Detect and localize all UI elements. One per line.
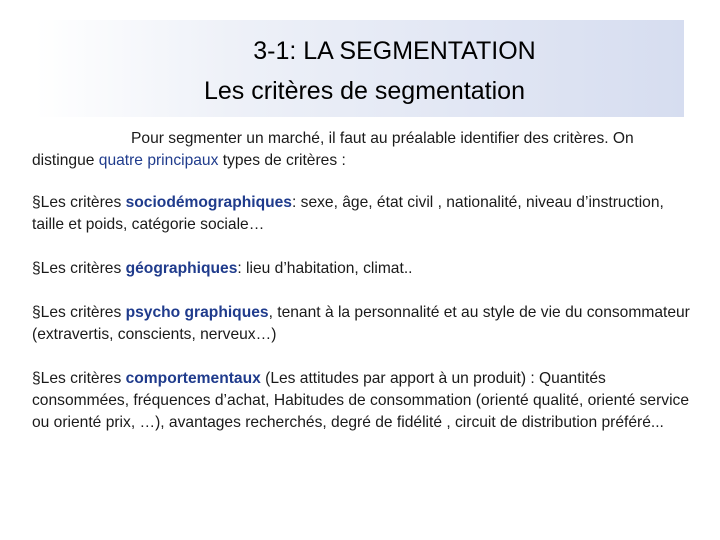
slide-title: 3-1: LA SEGMENTATION [253, 37, 536, 65]
bullet-keyword: sociodémographiques [125, 194, 292, 211]
bullet-text: : sexe, âge, état civil , nationalité, niveau d’instruction, taille et poids, catégorie sociale… [32, 194, 664, 233]
bullet-behavioral [32, 368, 697, 434]
bullet-prefix: §Les critères [32, 194, 126, 211]
bullet-keyword: géographiques [125, 260, 238, 277]
bullet-sociodemographic [32, 192, 697, 236]
bullet-keyword: psycho graphiques [125, 304, 269, 321]
bullet-prefix: §Les critères [32, 260, 126, 277]
bullet-text: (Les attitudes par apport à un produit) : Quantités consommées, fréquences d’achat, Habitudes de consommation (orienté qualité, orienté service ou orienté prix, …), avantages recherchés, degré de fidélité , circuit de distribution préféré... [32, 370, 690, 431]
intro-text-start: Pour segmenter un marché, il faut au préalable identifier des critères. On distingue [32, 130, 634, 169]
slide-subtitle: Les critères de segmentation [203, 77, 525, 105]
intro-paragraph [32, 128, 697, 172]
title-banner [35, 20, 684, 117]
slide-body [32, 128, 697, 456]
intro-highlight: quatre principaux [98, 152, 219, 169]
bullet-geographic [32, 258, 697, 280]
bullet-text: : lieu d’habitation, climat.. [237, 260, 413, 277]
bullet-prefix: §Les critères [32, 370, 126, 387]
bullet-text: , tenant à la personnalité et au style de vie du consommateur (extravertis, conscients, nerveux…) [32, 304, 690, 343]
intro-text-end: types de critères : [218, 152, 346, 169]
bullet-prefix: §Les critères [32, 304, 126, 321]
bullet-keyword: comportementaux [125, 370, 261, 387]
bullet-psychographic [32, 302, 697, 346]
